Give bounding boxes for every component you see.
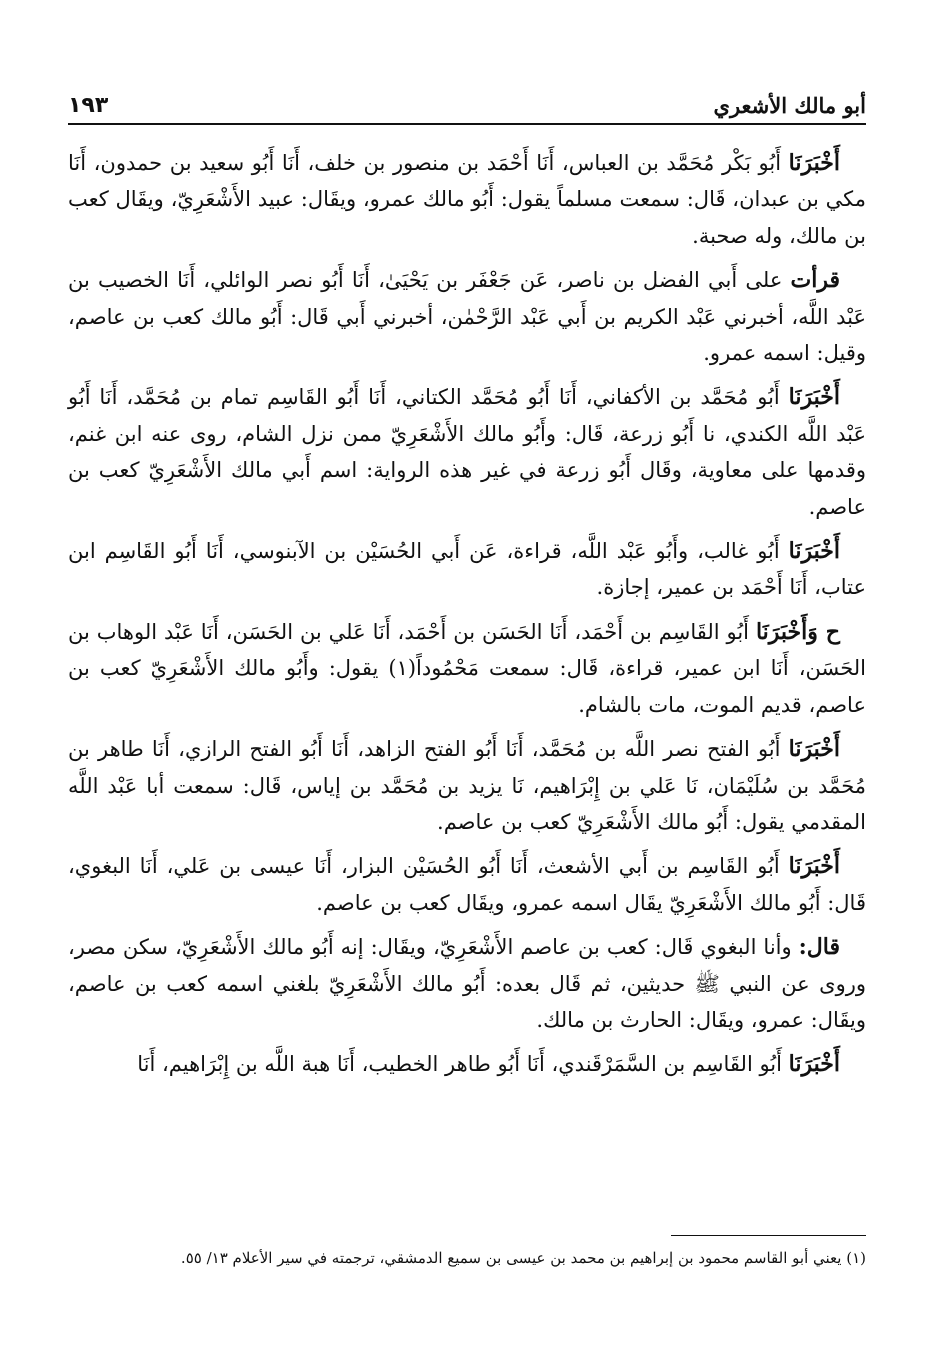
- paragraph: [68, 614, 866, 723]
- paragraph: [68, 929, 866, 1038]
- paragraph-text: أَبُو مُحَمَّد بن الأكفاني، أَنَا أَبُو مُحَمَّد الكتاني، أَنَا أَبُو القَاسِم تمام بن مُحَمَّد، أَنَا أَبُو عَبْد اللَّه الكندي، نا أَبُو زرعة، قَال: وأَبُو مالك الأَشْعَرِيّ ممن نزل الشام، روى عنه ابن غنم، وقدمها على معاوية، وقَال أَبُو زرعة في غير هذه الرواية: اسم أَبي مالك الأَشْعَرِيّ كعب بن عاصم.: [68, 385, 867, 519]
- page-header: [68, 78, 866, 125]
- paragraph-lead: قرأت: [790, 267, 840, 294]
- paragraph-lead: أَخْبَرَنَا: [788, 736, 840, 763]
- paragraph: [68, 145, 866, 254]
- paragraph-text: على أَبي الفضل بن ناصر، عَن جَعْفَر بن يَحْيَىٰ، أَنَا أَبُو نصر الوائلي، أَنَا الخصيب بن عَبْد اللَّه، أخبرني عَبْد الكريم بن أَبي عَبْد الرَّحْمٰن، أخبرني أَبي قَال: أَبُو مالك كعب بن عاصم، وقيل: اسمه عمرو.: [68, 268, 866, 366]
- paragraph-lead: أَخْبَرَنَا: [788, 150, 840, 176]
- book-page: [68, 78, 866, 1308]
- paragraph: [68, 848, 866, 921]
- paragraph-lead: أَخْبَرَنَا: [788, 538, 840, 565]
- paragraph-lead: أَخْبَرَنَا: [788, 1051, 840, 1078]
- paragraph: [68, 1046, 866, 1082]
- paragraph-text: أَبُو بَكْر مُحَمَّد بن العباس، أَنَا أَحْمَد بن منصور بن خلف، أَنَا أَبُو سعيد بن حمدون، أَنَا مكي بن عبدان، قَال: سمعت مسلماً يقول: أَبُو مالك عمرو، ويقَال: عبيد الأَشْعَرِيّ، ويقَال كعب بن مالك، وله صحبة.: [68, 151, 866, 248]
- paragraph-lead: أَخْبَرَنَا: [788, 853, 840, 880]
- paragraph-text: أَبُو القَاسِم بن أَحْمَد، أَنَا الحَسَن بن أَحْمَد، أَنَا عَلي بن الحَسَن، أَنَا عَبْد الوهاب بن الحَسَن، أَنَا ابن عمير، قراءة، قَال: سمعت مَحْمُوداً(١) يقول: وأَبُو مالك الأَشْعَرِيّ كعب بن عاصم، قديم الموت، مات بالشام.: [68, 619, 866, 717]
- paragraph-lead: أَخْبَرَنَا: [788, 384, 840, 411]
- paragraph-text: وأنا البغوي قَال: كعب بن عاصم الأَشْعَرِيّ، ويقَال: إنه أَبُو مالك الأَشْعَرِيّ، سكن مصر، وروى عن النبي ﷺ حديثين، ثم قَال بعده: أَبُو مالك الأَشْعَرِيّ بلغني اسمه كعب بن عاصم، ويقَال: عمرو، ويقَال: الحارث بن مالك.: [68, 935, 866, 1032]
- running-title: أبو مالك الأشعري: [713, 93, 866, 118]
- paragraph-text: أَبُو القَاسِم بن أَبي الأشعث، أَنَا أَبُو الحُسَيْن البزار، أَنَا عيسى بن عَلي، أَنَا البغوي، قَال: أَبُو مالك الأَشْعَرِيّ يقَال اسمه عمرو، ويقَال كعب بن عاصم.: [68, 854, 866, 915]
- paragraph: [68, 533, 866, 606]
- paragraph-text: أَبُو غالب، وأَبُو عَبْد اللَّه، قراءة، عَن أَبي الحُسَيْن بن الآبنوسي، أَنَا أَبُو القَاسِم ابن عتاب، أَنَا أَحْمَد بن عمير، إجازة.: [68, 539, 866, 600]
- page-number: ١٩٣: [68, 93, 109, 118]
- footnote: (١) يعني أبو القاسم محمود بن إبراهيم بن محمد بن عيسى بن سميع الدمشقي، ترجمته في سير الأعلام ١٣/ ٥٥.: [180, 1249, 866, 1267]
- paragraph: [68, 262, 866, 371]
- footnote-divider: [671, 1235, 866, 1236]
- paragraph-text: أَبُو الفتح نصر اللَّه بن مُحَمَّد، أَنَا أَبُو الفتح الزاهد، أَنَا أَبُو الفتح الرازي، أَنَا طاهر بن مُحَمَّد بن سُلَيْمَان، نَا عَلي بن إِبْرَاهيم، نَا يزيد بن مُحَمَّد بن إياس، قَال: سمعت أبا عَبْد اللَّه المقدمي يقول: أَبُو مالك الأَشْعَرِيّ كعب بن عاصم.: [68, 737, 866, 834]
- paragraph-lead: ح وَأَخْبَرَنَا: [755, 618, 840, 645]
- paragraph-text: أَبُو القَاسِم بن السَّمَرْقَندي، أَنَا أَبُو طاهر الخطيب، أَنَا هبة اللَّه بن إِبْرَاهيم، أَنَا: [137, 1052, 782, 1077]
- paragraph: [68, 731, 866, 840]
- paragraph: [68, 379, 866, 525]
- paragraph-lead: قال:: [798, 934, 840, 961]
- page-body: [68, 145, 866, 1083]
